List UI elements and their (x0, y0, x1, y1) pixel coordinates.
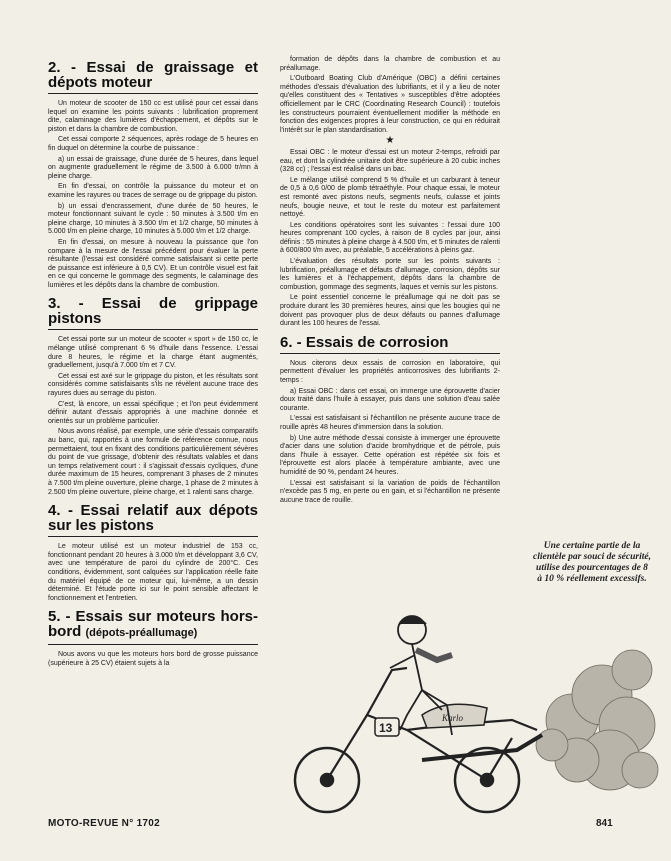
paragraph: Cet essai est axé sur le grippage du piston, et les résultats sont considérés comme satisfaisants s'ils ne révèlent aucune trace des rayures dues au serrage du piston. (48, 372, 258, 398)
paragraph: Nous avons vu que les moteurs hors bord de grosse puissance (supérieure à 25 CV) étaient sujets à la (48, 651, 258, 667)
section-3-body (48, 336, 258, 497)
left-column (48, 60, 258, 671)
section-5-title-main: 5. - Essais sur moteurs hors-bord (48, 608, 258, 641)
section-3-title: 3. - Essai de grippage pistons (48, 296, 258, 330)
section-5-title (48, 609, 258, 645)
paragraph: Le point essentiel concerne le préallumage qui ne doit pas se produire durant les 30 premières heures, ainsi que les bougies qui ne doivent pas provoquer plus de deux défauts ou pannes d'allumage durant les 100 heures de l'essai. (280, 294, 500, 328)
section-6-body (280, 360, 500, 506)
paragraph: Le moteur utilisé est un moteur industriel de 153 cc, fonctionnant pendant 20 heures à 3.000 t/m et développant 3,6 CV, avec une température de paroi du cylindre de 200°C. Ces conditions, évidemment, sont calquées sur l'application réelle faite du matériel équipé de ce moteur qui, lui-même, a un dessin déterminé. Et l'étude porte ici sur le point sensible affectant le fonctionnement et l'entretien. (48, 543, 258, 602)
section-4-title: 4. - Essai relatif aux dépots sur les pistons (48, 503, 258, 537)
section-2-title: 2. - Essai de graissage et dépots moteur (48, 60, 258, 94)
section-5-subtitle: (dépots-préallumage) (85, 627, 198, 640)
paragraph: b) un essai d'encrassement, d'une durée de 50 heures, le moteur fonctionnant suivant le cycle : 50 minutes à 3.500 t/m en pleine charge, 10 minutes à 3.500 t/m et 1/2 charge, 50 minutes à 5.000 t/m en pleine charge, 10 minutes à 5.000 t/m et 1/2 charge. (48, 202, 258, 236)
paragraph: formation de dépôts dans la chambre de combustion et au préallumage. (280, 56, 500, 72)
paragraph: Un moteur de scooter de 150 cc est utilisé pour cet essai dans lequel on examine les points suivants : lubrification proprement dite, calaminage des lumières d'échappement, et dépôts sur le piston et dans la chambre de combustion. (48, 100, 258, 133)
paragraph: L'évaluation des résultats porte sur les points suivants : lubrification, préallumage et défauts d'allumage, corrosion, dépôts sur les lumières et à l'échappement, dépôts dans la chambre de combustion, gommage des segments, laques et vernis sur les pistons. (280, 258, 500, 291)
tank-label: Karlo (442, 713, 464, 723)
section-5-body (48, 651, 258, 668)
paragraph: L'essai est satisfaisant si l'échantillon ne présente aucune trace de rouille après 48 heures d'immersion dans la solution. (280, 415, 500, 431)
right-column (280, 56, 500, 507)
exhaust-smoke (536, 650, 658, 790)
moped-rider-illustration (272, 610, 662, 830)
paragraph: a) un essai de graissage, d'une durée de 5 heures, dans lequel on augmente graduellement le régime de 3.500 à 6.000 tr/mn à pleine charge. (48, 155, 258, 180)
paragraph: Le mélange utilisé comprend 5 % d'huile et un carburant à teneur de 0,5 à 0,6 0/00 de plomb tétraéthyle. Pour chaque essai, le moteur est remonté avec pistons neufs, segments neufs, culasse et joints neufs, bougie neuve, et tout le reste du moteur est parfaitement nettoyé. (280, 176, 500, 219)
obc-test-body (280, 149, 500, 329)
section-6-title: 6. - Essais de corrosion (280, 335, 500, 354)
paragraph: C'est, là encore, un essai spécifique ; et l'on peut évidemment définir autant d'essais appropriés à une machine donnée et orientés sur un problème particulier. (48, 400, 258, 425)
page-number: 841 (596, 818, 613, 829)
section-4-body (48, 543, 258, 603)
paragraph: Cet essai porte sur un moteur de scooter « sport » de 150 cc, le mélange utilisé comprenant 6 % d'huile dans l'essence. L'essai dure 8 heures, le régime et la charge étant augmentés, graduellement, jusqu'à 7.000 t/m et 7 CV. (48, 336, 258, 370)
obc-intro-body (280, 56, 500, 135)
paragraph: Les conditions opératoires sont les suivantes : l'essai dure 100 heures comprenant 100 cycles, à raison de 8 cycles par jour, ainsi définis : 55 minutes à pleine charge à 4.500 t/m, et 5 minutes de ralenti à 600/800 t/m avec, au préalable, 5 accélérations à pleins gaz. (280, 221, 500, 255)
paragraph: L'Outboard Boating Club d'Amérique (OBC) a défini certaines méthodes d'essais d'évaluation des lubrifiants, et il y a lieu de noter qu'elles constituent des « Tentatives » susceptibles d'être adoptées officiellement par le CRC (Coordinating Research Council) : toutefois les constructeurs pourraient éventuellement modifier la méthode en fonction des exigences propres à leur construction, ce qui en réduirait l'intérêt sur le plan standardisation. (280, 75, 500, 134)
paragraph: Essai OBC : le moteur d'essai est un moteur 2-temps, refroidi par eau, et dont la cylindrée unitaire doit être supérieure à 20 cubic inches (328 cc) ; l'essai est réalisé dans un bac. (280, 148, 500, 174)
paragraph: L'essai est satisfaisant si la variation de poids de l'échantillon n'excède pas 5 mg, en perte ou en gain, et si l'échantillon ne présente aucune trace de rouille. (280, 479, 500, 504)
paragraph: Cet essai comporte 2 séquences, après rodage de 5 heures en fin duquel on détermine la courbe de puissance : (48, 136, 258, 152)
paragraph: b) Une autre méthode d'essai consiste à immerger une éprouvette d'acier dans une solution d'acide bromhydrique et de pétrole, puis dans l'huile à essayer. Cette opération est répétée six fois et l'éprouvette est alors placée à température ambiante, avec une humidité de 90 %, pendant 24 heures. (280, 434, 500, 476)
illustration-caption: Une certaine partie de la clientèle par souci de sécurité, utilise des pourcentages de 8 à 10 % réellement excessifs. (533, 541, 651, 584)
paragraph: Nous avons réalisé, par exemple, une série d'essais comparatifs au banc, qui, rapportés à une formule de référence connue, nous permettaient, tout en fixant des conditions particulièrement sévères du point de vue grissage, d'obtenir des résultats valables et dans un temps relativement court : il s'agissait d'essais cycliques, d'une durée maximum de 15 heures, comprenant 3 phases de 2 minutes à 7.500 t/m pleine ouverture, pleine charge, 1 phase de 2 minutes à 2.500 t/m pleine ouverture, pleine charge, et 1 ralenti sans charge. (48, 428, 258, 496)
paragraph: Nous citerons deux essais de corrosion en laboratoire, qui permettent d'évaluer les propriétés anticorrosives des lubrifiants 2-temps : (280, 359, 500, 384)
star-separator: ★ (385, 135, 395, 147)
paragraph: En fin d'essai, on contrôle la puissance du moteur et on examine les rayures ou traces de serrage ou de grippage du piston. (48, 183, 258, 199)
paragraph: En fin d'essai, on mesure à nouveau la puissance que l'on compare à la mesure de l'essai précédent pour évaluer la perte résultante (l'essai est considéré comme satisfaisant si cette perte de puissance est inférieure à 0,5 CV). Et un contrôle visuel est fait en ce qui concerne le gommage des segments, le calaminage des lumières et les dépôts dans la chambre de combustion. (48, 238, 258, 289)
plate-number: 13 (379, 721, 393, 735)
magazine-issue: MOTO-REVUE N° 1702 (48, 818, 161, 829)
paragraph: a) Essai OBC : dans cet essai, on immerge une éprouvette d'acier doux traité dans l'huile à essayer, puis dans une solution d'eau salée courante. (280, 387, 500, 412)
section-2-body (48, 100, 258, 290)
